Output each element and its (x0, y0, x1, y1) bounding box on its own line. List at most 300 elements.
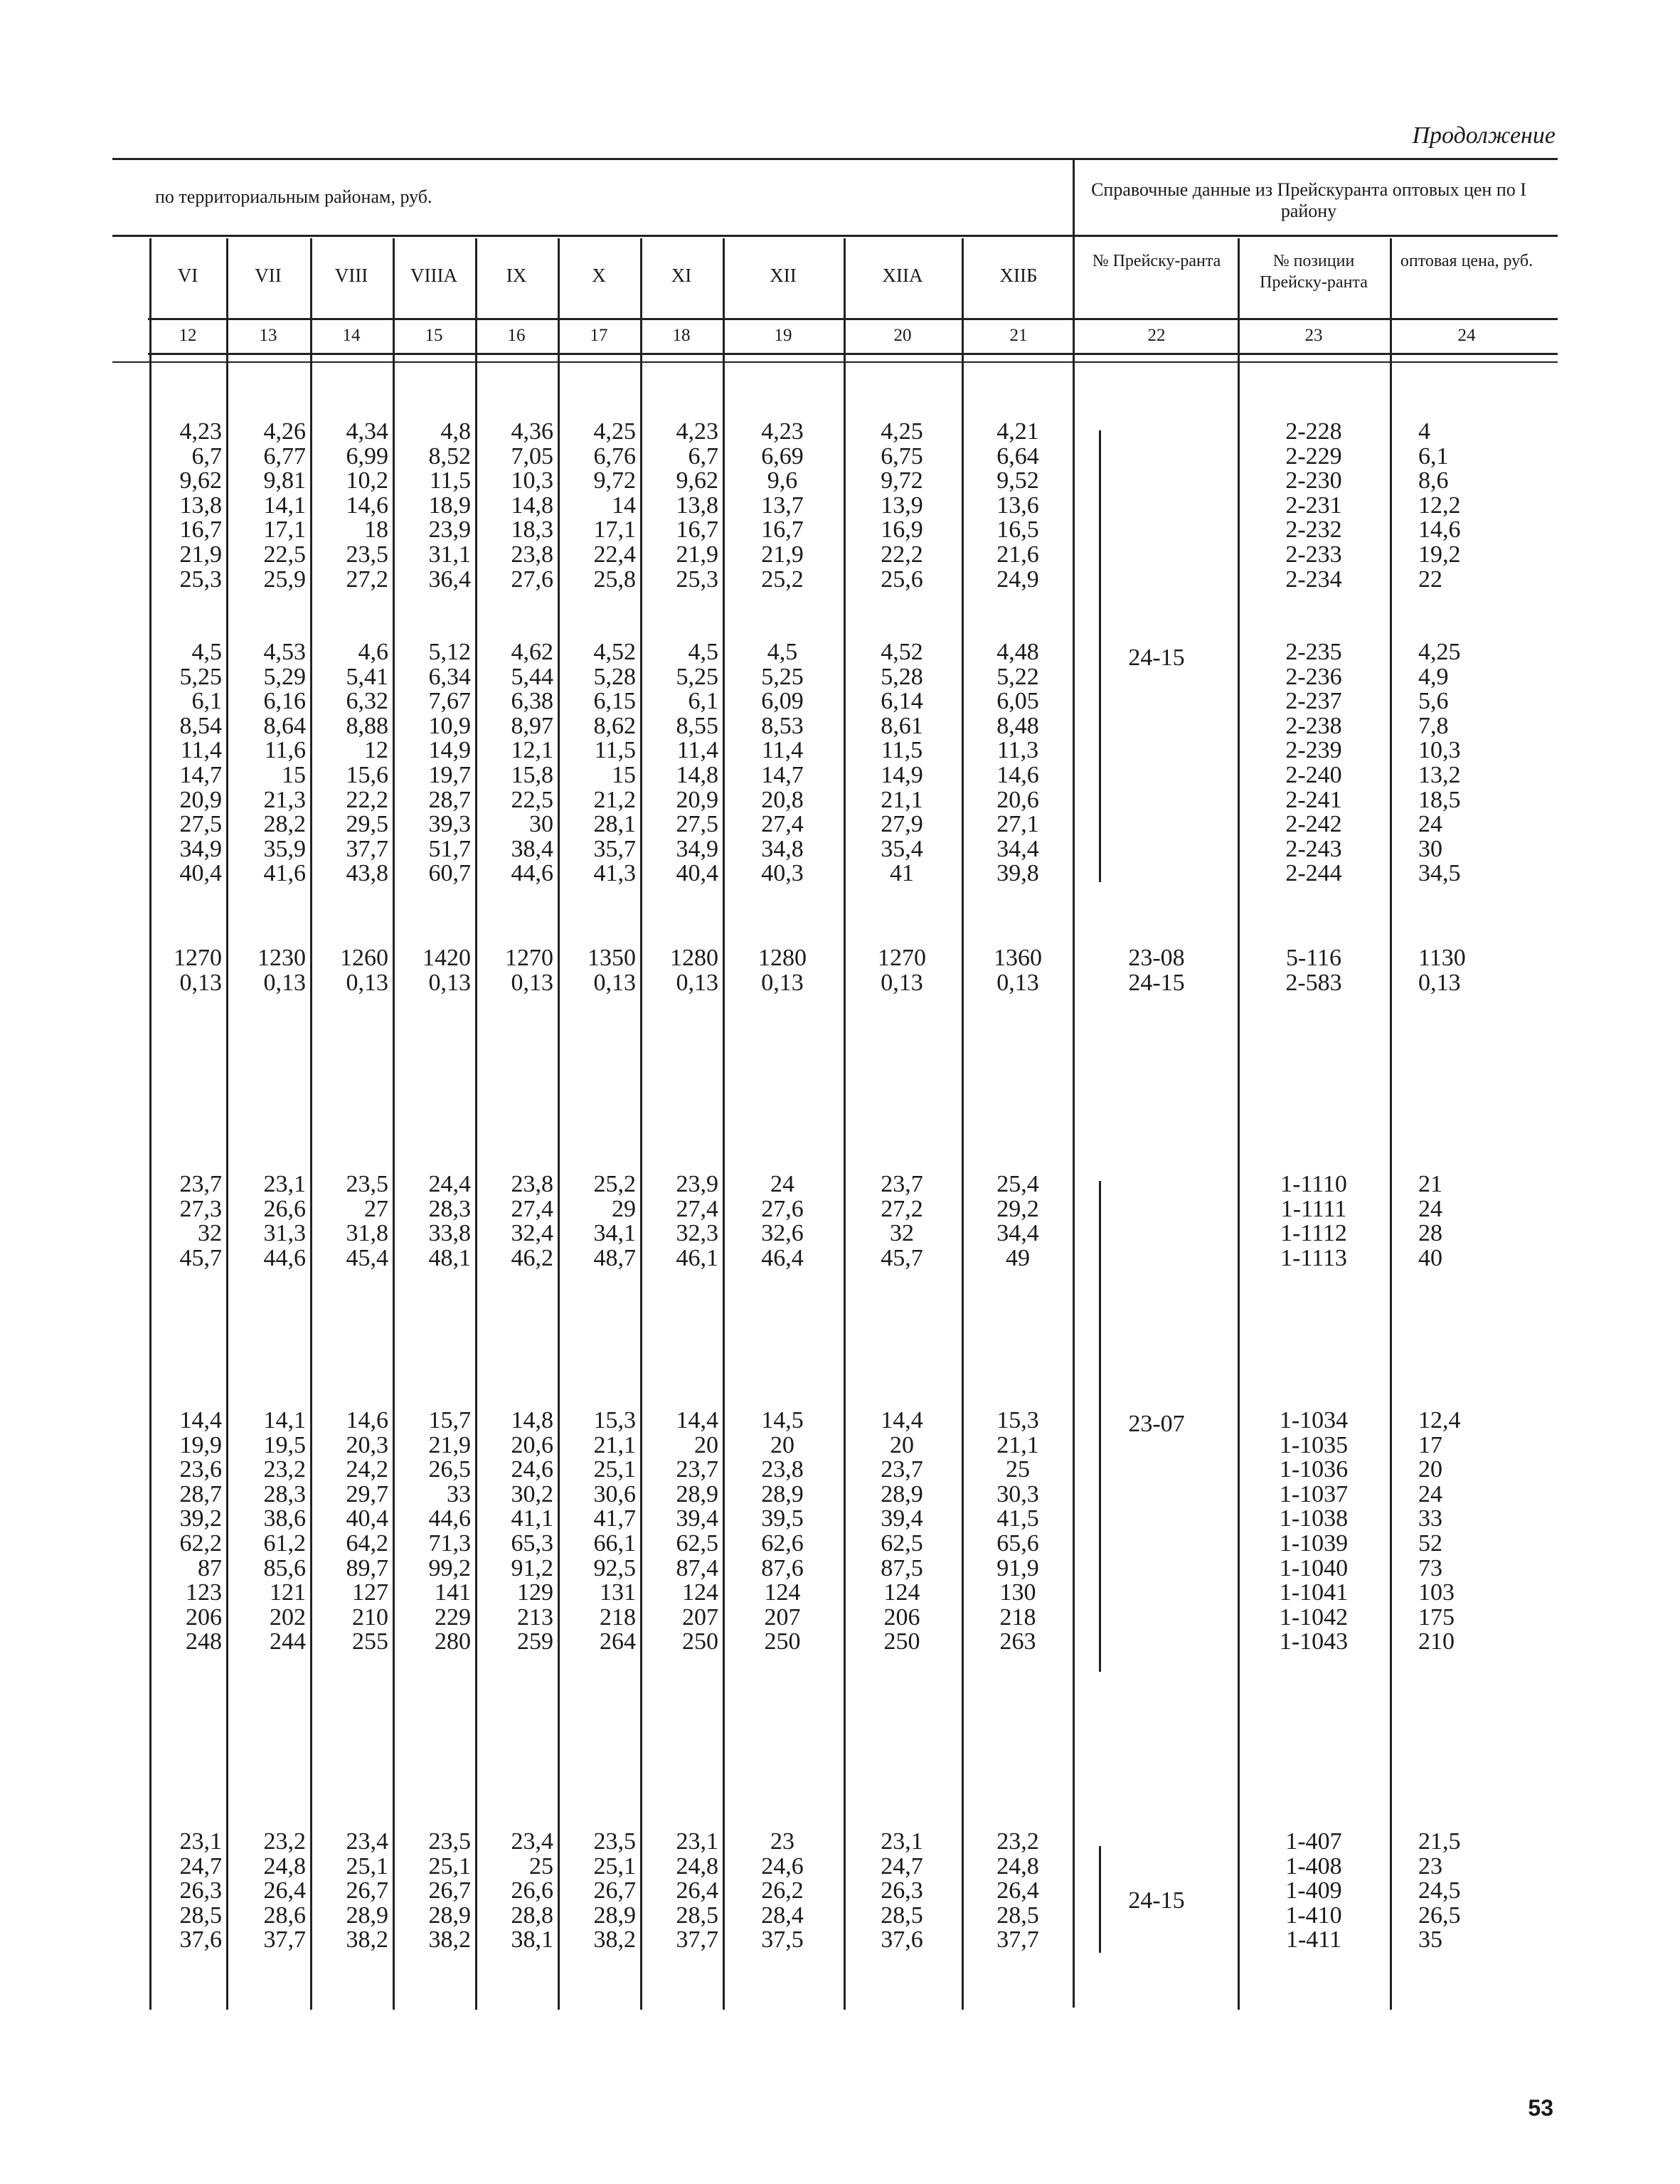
cell-position: 1-1113 (1280, 1244, 1347, 1271)
cell-xiia: 32 (890, 1220, 914, 1247)
cell-position: 1-1037 (1279, 1480, 1349, 1507)
cell-vii: 11,6 (264, 737, 306, 764)
cell-vii: 37,7 (263, 1926, 306, 1954)
cell-xiib: 91,9 (996, 1554, 1039, 1581)
continuation-label: Продолжение (1412, 122, 1556, 149)
cell-vii: 28,3 (263, 1480, 306, 1507)
cell-vi: 28,5 (179, 1902, 222, 1929)
col-number-viii: 14 (342, 326, 361, 345)
cell-xi: 20,9 (676, 786, 718, 813)
cell-viiia: 60,7 (428, 860, 471, 887)
cell-xiib: 28,5 (996, 1902, 1039, 1929)
cell-xiib: 0,13 (996, 969, 1039, 996)
cell-xi: 28,5 (676, 1902, 718, 1929)
cell-viii: 37,7 (346, 835, 388, 862)
cell-x: 25,2 (593, 1171, 636, 1197)
cell-vi: 19,9 (179, 1431, 222, 1458)
cell-xii: 250 (764, 1628, 801, 1655)
cell-vii: 4,26 (263, 418, 306, 445)
cell-xiia: 0,13 (881, 969, 923, 996)
cell-xiib: 65,6 (996, 1530, 1039, 1557)
col-number-x: 17 (590, 326, 608, 345)
cell-xii: 39,5 (761, 1505, 804, 1532)
cell-xiib: 23,2 (996, 1828, 1039, 1855)
cell-viiia: 23,5 (428, 1828, 471, 1855)
cell-viiia: 5,12 (428, 639, 471, 665)
cell-xiib: 25,4 (996, 1171, 1039, 1197)
cell-vi: 8,54 (179, 712, 222, 739)
column-rule (149, 238, 151, 2010)
cell-xi: 40,4 (676, 860, 718, 887)
cell-vi: 6,1 (191, 688, 222, 715)
cell-viii: 45,4 (346, 1244, 388, 1271)
cell-x: 23,5 (593, 1828, 636, 1855)
cell-vi: 14,4 (179, 1407, 222, 1433)
col-header-vii: VII (255, 265, 282, 286)
cell-x: 4,25 (593, 418, 636, 445)
cell-viii: 8,88 (346, 712, 388, 739)
cell-xiia: 45,7 (881, 1244, 923, 1271)
cell-vii: 31,3 (263, 1220, 306, 1247)
cell-xii: 87,6 (761, 1554, 804, 1581)
cell-xiia: 250 (883, 1628, 920, 1655)
cell-xii: 28,4 (761, 1902, 804, 1929)
cell-xi: 1280 (670, 945, 718, 971)
cell-position: 2-241 (1285, 786, 1342, 813)
cell-xi: 20 (694, 1431, 718, 1458)
cell-xi: 26,4 (676, 1877, 718, 1904)
cell-xiia: 8,61 (881, 712, 923, 739)
cell-xiib: 30,3 (996, 1480, 1039, 1507)
page-number: 53 (1528, 2095, 1553, 2121)
cell-price: 210 (1418, 1628, 1455, 1655)
cell-position: 2-232 (1285, 516, 1342, 544)
col-header-price: оптовая цена, руб. (1400, 252, 1533, 270)
cell-x: 22,4 (593, 541, 636, 568)
cell-viii: 10,2 (346, 467, 388, 494)
cell-position: 1-1035 (1279, 1431, 1349, 1458)
col-header-xii: XII (770, 265, 797, 286)
cell-price: 24 (1418, 1195, 1442, 1222)
cell-viii: 29,5 (346, 811, 388, 838)
cell-xiia: 206 (883, 1603, 920, 1631)
column-rule (844, 238, 846, 2010)
cell-xiia: 11,5 (881, 737, 923, 764)
cell-xii: 6,69 (761, 442, 804, 470)
cell-xiib: 13,6 (996, 492, 1039, 519)
cell-xi: 6,7 (688, 442, 718, 470)
col-number-vii: 13 (259, 326, 277, 345)
cell-vi: 40,4 (179, 860, 222, 887)
cell-position: 1-411 (1285, 1926, 1342, 1954)
cell-viii: 127 (352, 1579, 388, 1606)
cell-position: 2-583 (1285, 969, 1342, 996)
cell-ix: 22,5 (511, 786, 553, 813)
cell-xii: 4,5 (767, 639, 798, 665)
col-number-xii: 19 (774, 326, 792, 345)
cell-xii: 40,3 (761, 860, 804, 887)
column-rule (962, 238, 964, 2010)
cell-viii: 4,6 (358, 639, 388, 665)
cell-viiia: 8,52 (428, 442, 471, 470)
cell-viii: 38,2 (346, 1926, 388, 1954)
cell-ix: 4,36 (511, 418, 553, 445)
cell-vii: 19,5 (263, 1431, 306, 1458)
cell-vii: 14,1 (263, 492, 306, 519)
cell-price: 14,6 (1418, 516, 1461, 544)
cell-price: 26,5 (1418, 1902, 1461, 1929)
cell-xiia: 14,9 (881, 762, 923, 788)
cell-xi: 207 (682, 1603, 718, 1631)
cell-xii: 207 (764, 1603, 801, 1631)
cell-viiia: 7,67 (428, 688, 471, 715)
cell-viiia: 21,9 (428, 1431, 471, 1458)
cell-ix: 1270 (505, 945, 553, 971)
cell-vii: 44,6 (263, 1244, 306, 1271)
cell-xii: 24 (770, 1171, 794, 1197)
cell-xi: 62,5 (676, 1530, 718, 1557)
colnum-rule (148, 353, 1558, 355)
cell-ix: 7,05 (511, 442, 553, 470)
cell-ix: 12,1 (511, 737, 553, 764)
cell-price: 17 (1418, 1431, 1442, 1458)
cell-xiia: 26,3 (881, 1877, 923, 1904)
cell-x: 218 (600, 1603, 636, 1631)
reference-caption: Справочные данные из Прейскуранта оптовых цен по I району (1091, 179, 1526, 221)
cell-position: 2-237 (1285, 688, 1342, 715)
cell-x: 41,3 (593, 860, 636, 887)
cell-position: 2-242 (1285, 811, 1342, 838)
cell-viiia: 14,9 (428, 737, 471, 764)
cell-ix: 213 (517, 1603, 553, 1631)
cell-xiib: 26,4 (996, 1877, 1039, 1904)
cell-ix: 27,6 (511, 566, 553, 593)
cell-xii: 0,13 (761, 969, 804, 996)
cell-xiib: 263 (999, 1628, 1036, 1655)
cell-xii: 20 (770, 1431, 794, 1458)
cell-xiia: 35,4 (881, 835, 923, 862)
cell-viiia: 4,8 (440, 418, 471, 445)
cell-viiia: 141 (435, 1579, 471, 1606)
cell-xi: 23,1 (676, 1828, 718, 1855)
cell-vii: 5,29 (263, 663, 306, 690)
cell-ix: 46,2 (511, 1244, 553, 1271)
cell-xi: 23,7 (676, 1456, 718, 1483)
cell-price: 12,2 (1418, 492, 1461, 519)
cell-price: 73 (1418, 1554, 1442, 1581)
cell-x: 8,62 (593, 712, 636, 739)
bracket (1099, 430, 1108, 882)
col-header-position: № позиции Прейску-ранта (1260, 252, 1368, 292)
cell-viiia: 15,7 (428, 1407, 471, 1433)
cell-x: 28,1 (593, 811, 636, 838)
cell-vi: 45,7 (179, 1244, 222, 1271)
cell-xiia: 24,7 (881, 1852, 923, 1880)
cell-vii: 23,2 (263, 1456, 306, 1483)
column-rule (393, 238, 395, 2010)
cell-xi: 87,4 (676, 1554, 718, 1581)
cell-price: 30 (1418, 835, 1442, 862)
cell-vii: 14,1 (263, 1407, 306, 1433)
cell-x: 41,7 (593, 1505, 636, 1532)
cell-vi: 6,7 (191, 442, 222, 470)
cell-ix: 18,3 (511, 516, 553, 544)
cell-position: 2-239 (1285, 737, 1342, 764)
column-rule (723, 238, 725, 2010)
cell-xi: 14,4 (676, 1407, 718, 1433)
cell-xiia: 27,9 (881, 811, 923, 838)
cell-x: 25,8 (593, 566, 636, 593)
cell-x: 131 (600, 1579, 636, 1606)
cell-price: 40 (1418, 1244, 1442, 1271)
cell-vi: 13,8 (179, 492, 222, 519)
cell-xiia: 41 (890, 860, 914, 887)
cell-position: 5-116 (1285, 945, 1342, 971)
cell-viiia: 51,7 (428, 835, 471, 862)
cell-xiia: 4,52 (881, 639, 923, 665)
cell-xi: 23,9 (676, 1171, 718, 1197)
cell-price: 8,6 (1418, 467, 1449, 494)
cell-viii: 24,2 (346, 1456, 388, 1483)
cell-position: 1-1040 (1279, 1554, 1349, 1581)
cell-ix: 5,44 (511, 663, 553, 690)
column-rule (475, 238, 477, 2010)
cell-viii: 23,5 (346, 541, 388, 568)
col-number-ix: 16 (507, 326, 526, 345)
cell-xi: 46,1 (676, 1244, 718, 1271)
cell-vi: 14,7 (179, 762, 222, 788)
cell-vii: 6,77 (263, 442, 306, 470)
cell-vii: 23,2 (263, 1828, 306, 1855)
cell-x: 92,5 (593, 1554, 636, 1581)
cell-vi: 32 (198, 1220, 222, 1247)
cell-vii: 15 (282, 762, 306, 788)
cell-ix: 44,6 (511, 860, 553, 887)
bracket (1099, 1181, 1108, 1672)
cell-viii: 23,5 (346, 1171, 388, 1197)
cell-viiia: 36,4 (428, 566, 471, 593)
cell-price: 35 (1418, 1926, 1442, 1954)
cell-viiia: 26,5 (428, 1456, 471, 1483)
cell-xii: 4,23 (761, 418, 804, 445)
cell-xiib: 130 (999, 1579, 1036, 1606)
cell-viiia: 48,1 (428, 1244, 471, 1271)
cell-price: 22 (1418, 566, 1442, 593)
caption-rule (112, 235, 1558, 237)
cell-ix: 38,1 (511, 1926, 553, 1954)
cell-xiia: 28,9 (881, 1480, 923, 1507)
cell-price: 5,6 (1418, 688, 1449, 715)
cell-xii: 24,6 (761, 1852, 804, 1880)
cell-xii: 34,8 (761, 835, 804, 862)
cell-viiia: 6,34 (428, 663, 471, 690)
cell-xi: 124 (682, 1579, 718, 1606)
districts-caption: по территориальным районам, руб. (155, 186, 432, 207)
cell-xi: 5,25 (676, 663, 718, 690)
cell-vii: 41,6 (263, 860, 306, 887)
col-number-vi: 12 (179, 326, 197, 345)
cell-xii: 23 (770, 1828, 794, 1855)
cell-vii: 22,5 (263, 541, 306, 568)
cell-viiia: 25,1 (428, 1852, 471, 1880)
bracket (1099, 1846, 1108, 1953)
cell-position: 2-243 (1285, 835, 1342, 862)
cell-vi: 62,2 (179, 1530, 222, 1557)
cell-price: 175 (1418, 1603, 1455, 1631)
cell-price: 52 (1418, 1530, 1442, 1557)
cell-viii: 20,3 (346, 1431, 388, 1458)
cell-xiia: 14,4 (881, 1407, 923, 1433)
cell-vi: 23,1 (179, 1828, 222, 1855)
cell-viiia: 23,9 (428, 516, 471, 544)
col-number-xiib: 21 (1009, 326, 1028, 345)
cell-viii: 6,99 (346, 442, 388, 470)
cell-viii: 43,8 (346, 860, 388, 887)
cell-xii: 21,9 (761, 541, 804, 568)
cell-xiia: 4,25 (881, 418, 923, 445)
col-header-x: X (592, 265, 606, 286)
cell-viiia: 28,7 (428, 786, 471, 813)
cell-viii: 255 (352, 1628, 388, 1655)
cell-xiib: 1360 (994, 945, 1042, 971)
cell-xiib: 9,52 (996, 467, 1039, 494)
cell-x: 5,28 (593, 663, 636, 690)
cell-x: 6,76 (593, 442, 636, 470)
cell-x: 17,1 (593, 516, 636, 544)
cell-price: 4 (1418, 418, 1430, 445)
cell-viii: 31,8 (346, 1220, 388, 1247)
cell-x: 9,72 (593, 467, 636, 494)
col-header-ix: IX (506, 265, 527, 286)
cell-vi: 27,5 (179, 811, 222, 838)
cell-position: 1-1036 (1279, 1456, 1349, 1483)
cell-xi: 21,9 (676, 541, 718, 568)
cell-ix: 26,6 (511, 1877, 553, 1904)
cell-vi: 37,6 (179, 1926, 222, 1954)
cell-xi: 27,5 (676, 811, 718, 838)
cell-vi: 16,7 (179, 516, 222, 544)
cell-vii: 28,2 (263, 811, 306, 838)
cell-vii: 21,3 (263, 786, 306, 813)
cell-xiia: 28,5 (881, 1902, 923, 1929)
cell-viii: 4,34 (346, 418, 388, 445)
cell-xi: 28,9 (676, 1480, 718, 1507)
cell-position: 1-1039 (1279, 1530, 1349, 1557)
col-header-xiib: XIIБ (999, 265, 1038, 286)
cell-vi: 39,2 (179, 1505, 222, 1532)
cell-vi: 21,9 (179, 541, 222, 568)
col-number-xiia: 20 (893, 326, 912, 345)
cell-viii: 1260 (340, 945, 388, 971)
cell-ix: 24,6 (511, 1456, 553, 1483)
cell-xii: 1280 (758, 945, 807, 971)
top-rule (112, 158, 1558, 160)
cell-xiia: 13,9 (881, 492, 923, 519)
cell-xii: 11,4 (761, 737, 804, 764)
cell-xi: 24,8 (676, 1852, 718, 1880)
col-header-vi: VI (177, 265, 198, 286)
cell-vii: 0,13 (263, 969, 306, 996)
cell-price: 13,2 (1418, 762, 1461, 788)
cell-viii: 23,4 (346, 1828, 388, 1855)
cell-xi: 250 (682, 1628, 718, 1655)
cell-position: 1-1038 (1279, 1505, 1349, 1532)
cell-x: 34,1 (593, 1220, 636, 1247)
cell-viii: 22,2 (346, 786, 388, 813)
cell-vii: 35,9 (263, 835, 306, 862)
cell-xii: 27,6 (761, 1195, 804, 1222)
cell-vii: 38,6 (263, 1505, 306, 1532)
cell-xiia: 39,4 (881, 1505, 923, 1532)
cell-xiib: 34,4 (996, 1220, 1039, 1247)
cell-vii: 17,1 (263, 516, 306, 544)
cell-x: 38,2 (593, 1926, 636, 1954)
cell-price: 24 (1418, 811, 1442, 838)
cell-xii: 27,4 (761, 811, 804, 838)
cell-xiib: 6,05 (996, 688, 1039, 715)
cell-xiib: 41,5 (996, 1505, 1039, 1532)
cell-viii: 6,32 (346, 688, 388, 715)
cell-xiia: 6,14 (881, 688, 923, 715)
cell-price: 19,2 (1418, 541, 1461, 568)
cell-xii: 124 (764, 1579, 801, 1606)
cell-viii: 14,6 (346, 1407, 388, 1433)
cell-vi: 27,3 (179, 1195, 222, 1222)
cell-position: 1-1034 (1279, 1407, 1349, 1433)
col-header-xiia: XIIA (882, 265, 923, 286)
cell-position: 2-233 (1285, 541, 1342, 568)
cell-xiia: 6,75 (881, 442, 923, 470)
cell-xiia: 22,2 (881, 541, 923, 568)
cell-ix: 28,8 (511, 1902, 553, 1929)
cell-price: 4,9 (1418, 663, 1449, 690)
cell-viii: 64,2 (346, 1530, 388, 1557)
cell-viiia: 24,4 (428, 1171, 471, 1197)
cell-xiib: 39,8 (996, 860, 1039, 887)
cell-ix: 14,8 (511, 492, 553, 519)
cell-price: 23 (1418, 1852, 1442, 1880)
cell-xii: 16,7 (761, 516, 804, 544)
cell-xiib: 16,5 (996, 516, 1039, 544)
cell-x: 28,9 (593, 1902, 636, 1929)
cell-x: 14 (612, 492, 636, 519)
cell-xii: 32,6 (761, 1220, 804, 1247)
cell-vii: 8,64 (263, 712, 306, 739)
cell-xiib: 6,64 (996, 442, 1039, 470)
col-number-position: 23 (1304, 326, 1323, 345)
cell-vii: 28,6 (263, 1902, 306, 1929)
cell-viii: 29,7 (346, 1480, 388, 1507)
cell-position: 1-408 (1285, 1852, 1342, 1880)
cell-pricelist: 23-08 (1128, 945, 1185, 971)
cell-xiib: 14,6 (996, 762, 1039, 788)
cell-viiia: 33 (447, 1480, 471, 1507)
cell-position: 2-230 (1285, 467, 1342, 494)
cell-vi: 87 (198, 1554, 222, 1581)
cell-position: 1-1043 (1279, 1628, 1349, 1655)
col-number-xi: 18 (672, 326, 691, 345)
cell-pricelist: 24-15 (1128, 1887, 1185, 1914)
cell-xii: 14,7 (761, 762, 804, 788)
cell-position: 1-1110 (1280, 1171, 1347, 1197)
cell-vi: 9,62 (179, 467, 222, 494)
cell-xi: 34,9 (676, 835, 718, 862)
cell-price: 7,8 (1418, 712, 1449, 739)
cell-xii: 6,09 (761, 688, 804, 715)
cell-vi: 24,7 (179, 1852, 222, 1880)
cell-price: 12,4 (1418, 1407, 1461, 1433)
cell-xi: 6,1 (688, 688, 718, 715)
